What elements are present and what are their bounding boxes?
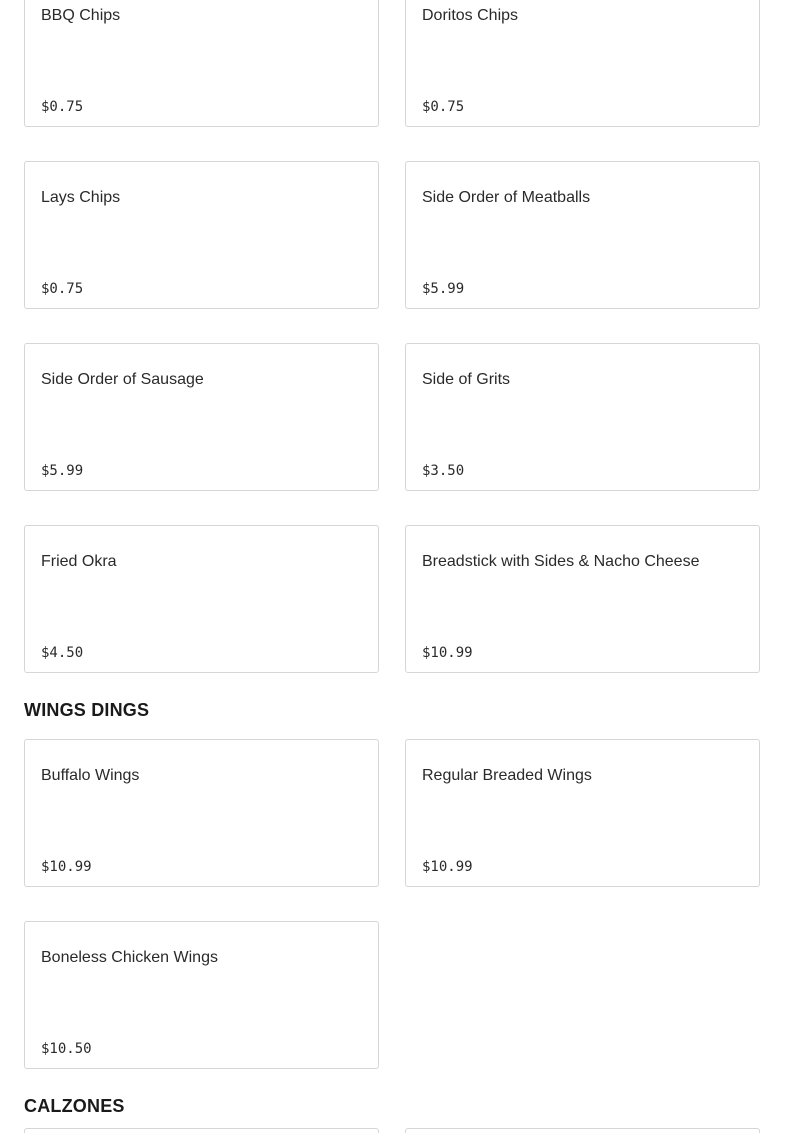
menu-item-price: $10.99 — [422, 859, 473, 875]
menu-item-name: Fried Okra — [41, 553, 117, 570]
section-heading-wings: WINGS DINGS — [24, 700, 150, 720]
menu-item-name: Doritos Chips — [422, 7, 519, 24]
menu-item-price: $3.50 — [422, 463, 465, 479]
menu-item-name: BBQ Chips — [41, 7, 121, 24]
menu-item-card[interactable] — [24, 0, 379, 127]
menu-item-name: Side Order of Sausage — [41, 371, 204, 388]
menu-item-name: Boneless Chicken Wings — [41, 949, 218, 966]
menu-item-name: Side Order of Meatballs — [422, 189, 591, 206]
menu-item-card[interactable] — [24, 739, 379, 887]
menu-item-price: $0.75 — [422, 99, 465, 115]
menu-item-card[interactable] — [405, 739, 760, 887]
menu-item-name: Regular Breaded Wings — [422, 767, 592, 784]
menu-item-price: $10.99 — [422, 645, 473, 661]
menu-item-card[interactable] — [405, 161, 760, 309]
menu-item-card[interactable] — [405, 0, 760, 127]
menu-item-card[interactable] — [405, 343, 760, 491]
menu-item-card[interactable] — [405, 1128, 760, 1133]
menu-item-name: Lays Chips — [41, 189, 121, 206]
menu-item-card[interactable] — [24, 525, 379, 673]
menu-item-price: $5.99 — [41, 463, 84, 479]
menu-item-price: $0.75 — [41, 99, 84, 115]
menu-item-price: $0.75 — [41, 281, 84, 297]
section-heading-calzones: CALZONES — [24, 1096, 125, 1116]
menu-item-name: Buffalo Wings — [41, 767, 140, 784]
menu-item-price: $5.99 — [422, 281, 465, 297]
menu-item-price: $10.50 — [41, 1041, 92, 1057]
menu-item-price: $10.99 — [41, 859, 92, 875]
menu-item-card[interactable] — [405, 525, 760, 673]
menu-item-name: Breadstick with Sides & Nacho Cheese — [422, 553, 700, 570]
menu-item-price: $4.50 — [41, 645, 84, 661]
menu-item-card[interactable] — [24, 1128, 379, 1133]
menu-item-card[interactable] — [24, 921, 379, 1069]
menu-item-card[interactable] — [24, 343, 379, 491]
menu-item-card[interactable] — [24, 161, 379, 309]
menu-item-name: Side of Grits — [422, 371, 511, 388]
